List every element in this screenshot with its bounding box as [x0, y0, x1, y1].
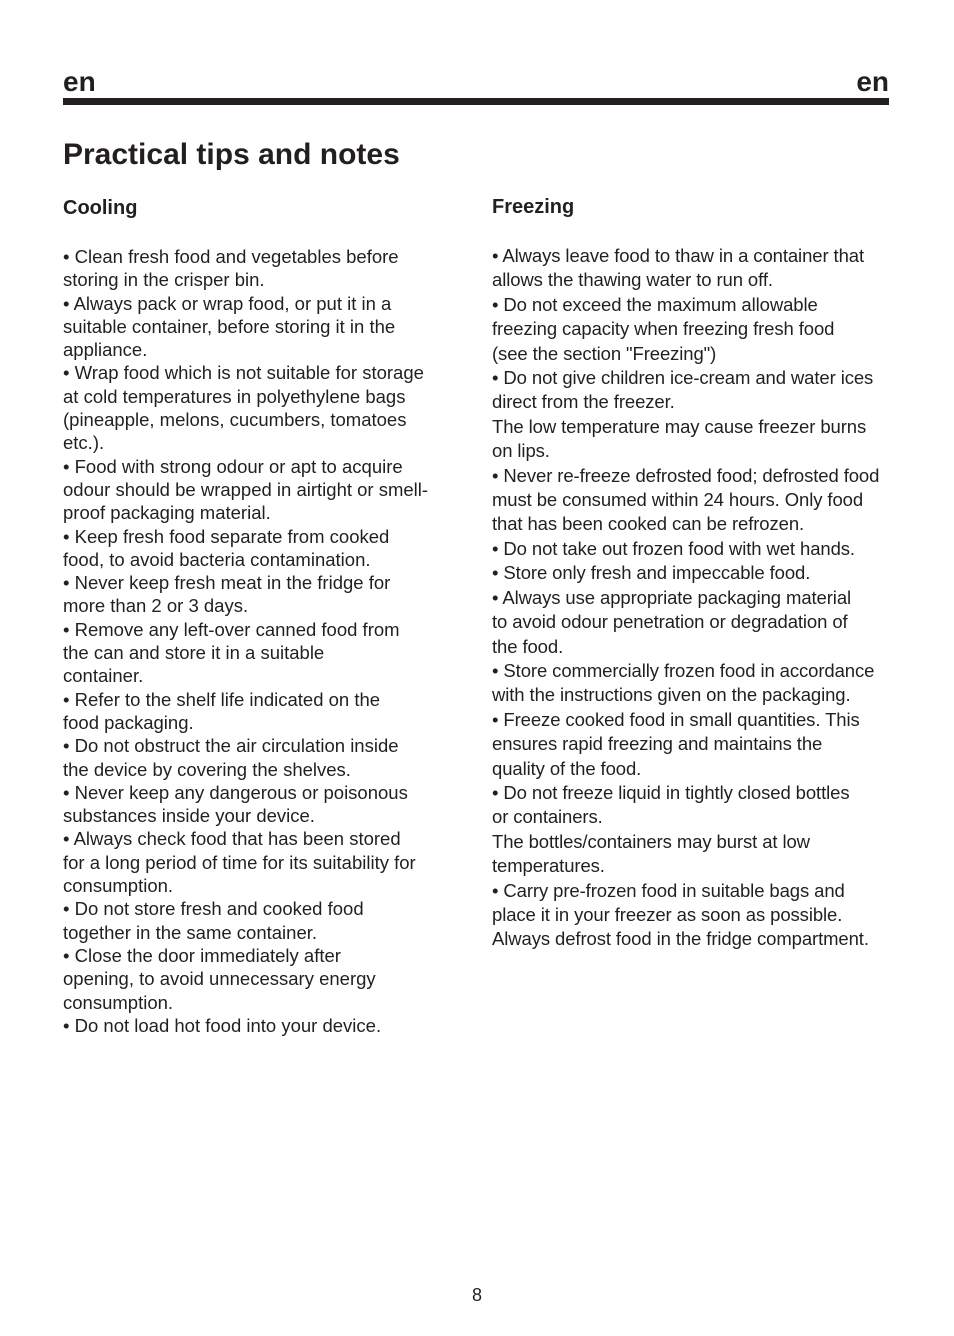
freezing-tip: Always defrost food in the fridge compartment. [492, 928, 869, 950]
cooling-tip: • Keep fresh food separate from cooked food, to avoid bacteria contamination. [63, 525, 390, 570]
freezing-tip: • Do not exceed the maximum allowable freezing capacity when freezing fresh food (see the section "Freezing") [492, 293, 835, 364]
cooling-tip: • Wrap food which is not suitable for storage at cold temperatures in polyethylene bags (pineapple, melons, cucumbers, tomatoes etc.). [63, 362, 424, 454]
freezing-tip: • Do not give children ice-cream and water ices direct from the freezer. [492, 367, 874, 413]
cooling-tip: • Always pack or wrap food, or put it in a suitable container, before storing it in the appliance. [63, 292, 396, 361]
freezing-tip: The low temperature may cause freezer burns on lips. [492, 415, 867, 462]
freezing-tip: • Always leave food to thaw in a container that allows the thawing water to run off. [492, 245, 865, 291]
cooling-tip: • Never keep fresh meat in the fridge for more than 2 or 3 days. [63, 572, 391, 617]
language-code-left: en [63, 66, 96, 97]
freezing-tip: • Store only fresh and impeccable food. [492, 562, 811, 584]
freezing-section [492, 194, 892, 952]
cooling-tip: • Remove any left-over canned food from the can and store it in a suitable container. [63, 618, 400, 687]
cooling-tip: • Close the door immediately after opening, to avoid unnecessary energy consumption. [63, 944, 376, 1013]
cooling-tip: • Clean fresh food and vegetables before storing in the crisper bin. [63, 246, 399, 291]
cooling-tip: • Do not obstruct the air circulation inside the device by covering the shelves. [63, 735, 399, 780]
freezing-heading: Freezing [492, 196, 575, 218]
cooling-heading: Cooling [63, 197, 138, 219]
freezing-tips-list [492, 244, 892, 952]
page-number: 8 [471, 1285, 482, 1305]
language-code-right: en [856, 66, 889, 97]
cooling-tip: • Do not store fresh and cooked food together in the same container. [63, 898, 364, 943]
cooling-tips-list [63, 245, 463, 1037]
freezing-tip: • Do not freeze liquid in tightly closed bottles or containers. [492, 781, 850, 828]
freezing-tip: • Do not take out frozen food with wet hands. [492, 537, 855, 559]
cooling-tip: • Never keep any dangerous or poisonous substances inside your device. [63, 781, 408, 827]
freezing-tip: • Store commercially frozen food in accordance with the instructions given on the packaging. [492, 659, 875, 706]
header-divider [63, 98, 889, 105]
cooling-tip: • Refer to the shelf life indicated on the food packaging. [63, 688, 381, 733]
page-title: Practical tips and notes [63, 138, 400, 171]
freezing-tip: • Freeze cooked food in small quantities. This ensures rapid freezing and maintains the quality of the food. [492, 708, 860, 779]
cooling-tip: • Do not load hot food into your device. [63, 1014, 382, 1036]
freezing-tip: • Never re-freeze defrosted food; defrosted food must be consumed within 24 hours. Only food that has been cooked can be refrozen. [492, 464, 880, 535]
freezing-tip: • Always use appropriate packaging material to avoid odour penetration or degradation of the food. [492, 586, 852, 657]
cooling-section [63, 195, 463, 1037]
freezing-tip: The bottles/containers may burst at low temperatures. [492, 830, 810, 877]
cooling-tip: • Food with strong odour or apt to acquire odour should be wrapped in airtight or smell- proof packaging material. [63, 455, 429, 524]
freezing-tip: • Carry pre-frozen food in suitable bags and place it in your freezer as soon as possible. [492, 879, 845, 925]
cooling-tip: • Always check food that has been stored for a long period of time for its suitability for consumption. [63, 828, 416, 897]
